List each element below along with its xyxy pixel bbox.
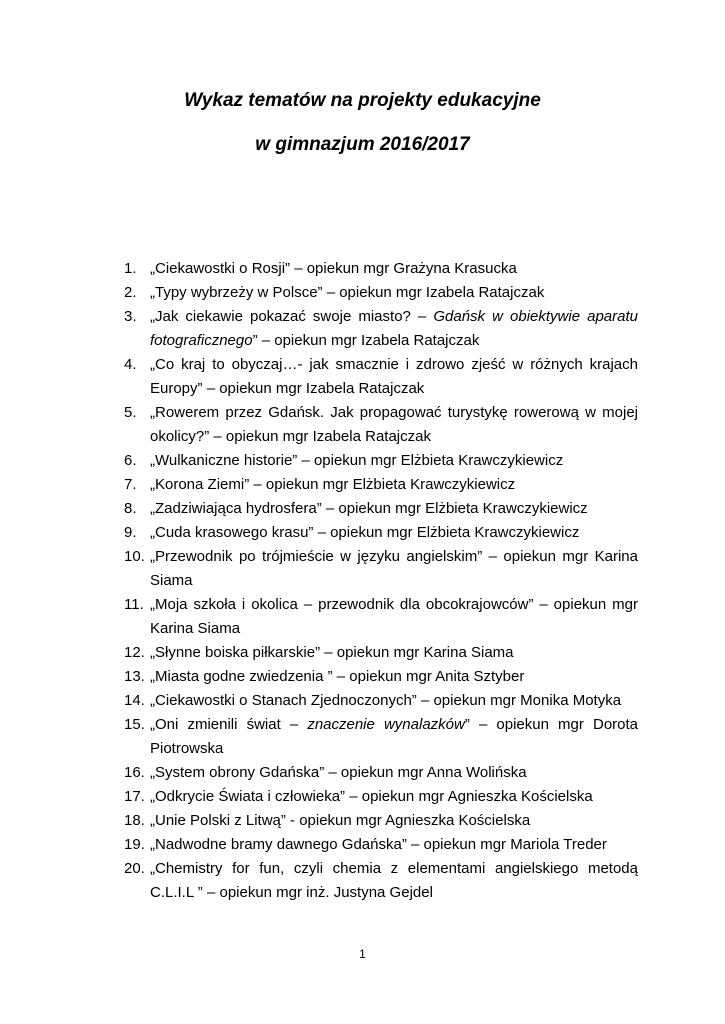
topic-item	[124, 761, 638, 785]
topic-text	[150, 857, 638, 905]
topic-text	[150, 353, 638, 401]
topic-number: 14.	[124, 692, 145, 709]
topic-number: 17.	[124, 788, 145, 805]
topic-item	[124, 785, 638, 809]
topic-text	[150, 641, 638, 665]
topic-number: 2.	[124, 284, 137, 301]
topic-item	[124, 257, 638, 281]
topic-text-segment: „Wulkaniczne historie” – opiekun mgr Elżbieta Krawczykiewicz	[150, 452, 564, 469]
topic-text	[150, 305, 638, 353]
topic-text-segment: „Oni zmienili świat –	[150, 716, 308, 733]
topic-text-segment: „System obrony Gdańska” – opiekun mgr Anna Wolińska	[150, 764, 527, 781]
topic-text	[150, 689, 638, 713]
topic-text	[150, 521, 638, 545]
topic-text-segment: „Unie Polski z Litwą” - opiekun mgr Agnieszka Kościelska	[150, 812, 531, 829]
topic-item	[124, 473, 638, 497]
topic-text	[150, 545, 638, 593]
topic-item	[124, 833, 638, 857]
topic-number: 10.	[124, 548, 145, 565]
topic-number: 8.	[124, 500, 137, 517]
topic-text-segment: „Rowerem przez Gdańsk. Jak propagować turystykę rowerową w mojej okolicy?” – opiekun mgr Izabela Ratajczak	[150, 404, 638, 445]
topic-number: 7.	[124, 476, 137, 493]
topic-text-segment: „Chemistry for fun, czyli chemia z elementami angielskiego metodą C.L.I.L ” – opiekun mgr inż. Justyna Gejdel	[150, 860, 638, 901]
topic-item	[124, 497, 638, 521]
topic-text	[150, 665, 638, 689]
topic-text-segment: „Miasta godne zwiedzenia ” – opiekun mgr Anita Sztyber	[150, 668, 525, 685]
topic-item	[124, 521, 638, 545]
topic-text	[150, 833, 638, 857]
page-number: 1	[359, 947, 366, 961]
topic-number: 1.	[124, 260, 137, 277]
topic-item	[124, 281, 638, 305]
topic-text	[150, 257, 638, 281]
topic-number: 9.	[124, 524, 137, 541]
topic-text	[150, 401, 638, 449]
topic-number: 6.	[124, 452, 137, 469]
topic-text-segment: „Moja szkoła i okolica – przewodnik dla obcokrajowców” – opiekun mgr Karina Siama	[150, 596, 638, 637]
topic-text-segment: „Cuda krasowego krasu” – opiekun mgr Elżbieta Krawczykiewicz	[150, 524, 580, 541]
topic-number: 16.	[124, 764, 145, 781]
topic-text	[150, 497, 638, 521]
document-title-line-1: Wykaz tematów na projekty edukacyjne	[184, 90, 541, 111]
topic-text-segment: „Przewodnik po trójmieście w języku angielskim” – opiekun mgr Karina Siama	[150, 548, 638, 589]
topic-number: 12.	[124, 644, 145, 661]
topic-text-segment: „Ciekawostki o Stanach Zjednoczonych” – opiekun mgr Monika Motyka	[150, 692, 622, 709]
topic-number: 11.	[124, 596, 144, 613]
topic-text-segment: „Ciekawostki o Rosji” – opiekun mgr Grażyna Krasucka	[150, 260, 517, 277]
topic-text-segment: ” – opiekun mgr Izabela Ratajczak	[252, 332, 480, 349]
topic-number: 19.	[124, 836, 145, 853]
topic-list	[124, 257, 638, 905]
topic-text-segment: „Zadziwiająca hydrosfera” – opiekun mgr Elżbieta Krawczykiewicz	[150, 500, 588, 517]
topic-text	[150, 281, 638, 305]
topic-text-segment: „Jak ciekawie pokazać swoje miasto? –	[150, 308, 434, 325]
topic-number: 3.	[124, 308, 137, 325]
topic-item	[124, 545, 638, 593]
topic-item	[124, 689, 638, 713]
topic-item	[124, 449, 638, 473]
topic-item	[124, 857, 638, 905]
topic-number: 5.	[124, 404, 137, 421]
topic-text-italic: Gdańsk w obiektywie aparatu fotograficznego	[150, 308, 639, 349]
topic-text-segment: „Słynne boiska piłkarskie” – opiekun mgr Karina Siama	[150, 644, 514, 661]
topic-item	[124, 665, 638, 689]
topic-number: 18.	[124, 812, 145, 829]
topic-text	[150, 785, 638, 809]
topic-text-segment: „Co kraj to obyczaj…- jak smacznie i zdrowo zjeść w różnych krajach Europy” – opiekun mgr Izabela Ratajczak	[150, 356, 638, 397]
topic-number: 13.	[124, 668, 145, 685]
topic-number: 15.	[124, 716, 145, 733]
topic-item	[124, 593, 638, 641]
topic-item	[124, 353, 638, 401]
topic-text	[150, 761, 638, 785]
topic-item	[124, 401, 638, 449]
topic-item	[124, 641, 638, 665]
topic-text-segment: „Korona Ziemi” – opiekun mgr Elżbieta Krawczykiewicz	[150, 476, 516, 493]
topic-item	[124, 713, 638, 761]
topic-text-segment: „Odkrycie Świata i człowieka” – opiekun mgr Agnieszka Kościelska	[150, 788, 593, 805]
topic-text-italic: znaczenie wynalazków	[307, 716, 465, 733]
topic-number: 4.	[124, 356, 137, 373]
topic-text	[150, 593, 638, 641]
topic-text	[150, 713, 638, 761]
topic-text	[150, 449, 638, 473]
document-title-line-2: w gimnazjum 2016/2017	[255, 134, 470, 155]
topic-number: 20.	[124, 860, 145, 877]
topic-text	[150, 473, 638, 497]
topic-text	[150, 809, 638, 833]
topic-item	[124, 809, 638, 833]
topic-text-segment: „Typy wybrzeży w Polsce” – opiekun mgr Izabela Ratajczak	[150, 284, 545, 301]
topic-item	[124, 305, 638, 353]
topic-text-segment: ” – opiekun mgr Dorota Piotrowska	[150, 716, 639, 757]
topic-text-segment: „Nadwodne bramy dawnego Gdańska” – opiekun mgr Mariola Treder	[150, 836, 607, 853]
